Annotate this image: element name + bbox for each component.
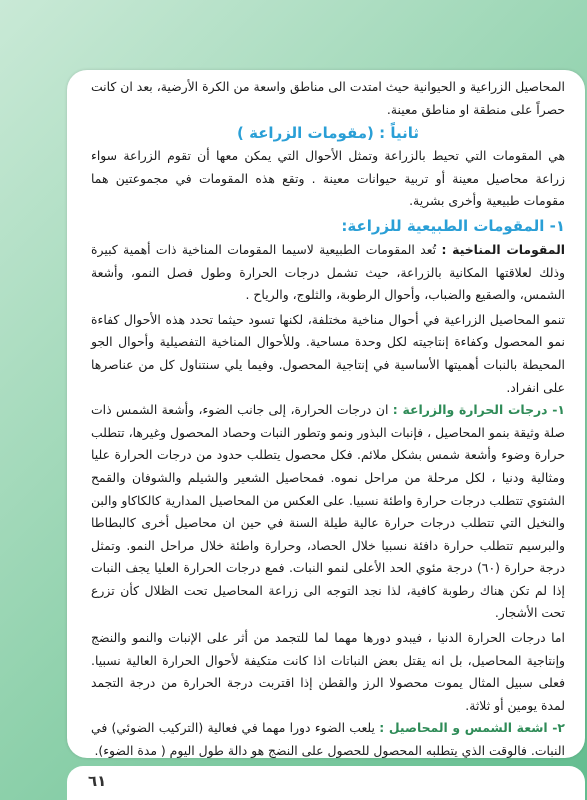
subheading-natural-factors: ١- المقومات الطبيعية للزراعة: <box>341 216 565 235</box>
temperature-text: ان درجات الحرارة، إلى جانب الضوء، وأشعة الشمس ذات صلة وثيقة بنمو المحاصيل ، فإنبات البذور ونمو وتطور النبات وحصاد المحصول وغيرها، تتطلب حرارة وضوء وأشعة شمس بشكل ملائم. فكل محصول يتطلب حدود من درجات الحرارة عليا ومثالية ودنيا ، لكل مرحلة من مراحل نموه. فمحاصيل الشعير والشيلم والشوفان والقمح الشتوي تتطلب درجات حرارة واطئة نسبيا. على العكس من المحاصيل المدارية كالكاكاو والبن والنخيل التي تتطلب درجات حرارة عالية طيلة السنة في حين ان محاصيل أخرى كالبطاطا والبرسيم تتطلب حرارة دافئة نسبيا خلال الحصاد، وحرارة واطئة خلال مراحل النمو. وتمثل درجة حرارة (٦٠) درجة مئوي الحد الأعلى لنمو النبات. فمع درجات الحرارة العليا يجف النبات إذا لم تكن هناك رطوبة كافية، لذا نجد التوجه الى زراعة المحاصيل تحت الظلال كأن تزرع تحت الأشجار. <box>91 402 565 621</box>
sunlight-paragraph <box>91 717 565 758</box>
section-heading-agriculture-factors: ثانياً : (مقومات الزراعة ) <box>237 124 419 143</box>
footer-bar <box>67 766 585 800</box>
sunlight-text: يلعب الضوء دورا مهما في فعالية (التركيب الضوئي) في النبات. فالوقت الذي يتطلبه المحصول للحصول على النضج هو دالة طول اليوم ( مدة الضوء). <box>91 720 565 758</box>
intro-paragraph: المحاصيل الزراعية و الحيوانية حيث امتدت الى مناطق واسعة من الكرة الأرضية، بعد ان كانت حصراً على منطقة او مناطق معينة. <box>91 79 565 117</box>
growth-paragraph: تنمو المحاصيل الزراعية في أحوال مناخية مختلفة، لكنها تسود حيثما تحدد هذه الأحوال كفاءة نمو المحصول وكفاءة إنتاجيته لكل وحدة مساحية. وللأحوال المناخية التفصيلية وأحوال الجو المحيطة بالنبات أهميتها الأساسية في إنتاجية المحصول. وفيما يلي سنتناول كل من عناصرها على انفراد. <box>91 311 565 395</box>
sunlight-lead: ٢- اشعة الشمس و المحاصيل : <box>379 720 565 736</box>
cold-paragraph: اما درجات الحرارة الدنيا ، فيبدو دورها مهما لما للتجمد من أثر على الإنبات والنمو والنضج وإنتاجية المحاصيل، بل انه يقتل بعض النباتات اذا كانت متكيفة لأحوال الحرارة العالية نسبيا. فعلى سبيل المثال يموت محصولا الرز والقطن إذا اقتربت درجة الحرارة من درجة التجمد لمدة يومين أو ثلاثة. <box>91 630 565 713</box>
temperature-paragraph <box>91 399 565 625</box>
temperature-lead: ١- درجات الحرارة والزراعة : <box>392 402 565 418</box>
section2-paragraph: هي المقومات التي تحيط بالزراعة وتمثل الأحوال التي يمكن معها أن تقوم الزراعة سواء زراعة محاصيل معينة أو تربية حيوانات معينة . وتقع هذه المقومات في مجموعتين هما مقومات طبيعية وأخرى بشرية. <box>91 148 565 209</box>
page-number: ٦١ <box>88 772 107 790</box>
climatic-lead: المقومات المناخية : <box>441 241 565 257</box>
climatic-text: تُعد المقومات الطبيعية لاسيما المقومات المناخية ذات أهمية كبيرة وذلك لعلاقتها المكانية بالزراعة، حيث تشمل درجات الحرارة وطول فصل النمو، وأشعة الشمس، والصقيع والضباب، وأحوال الرطوبة، والثلوج، والرياح . <box>91 241 565 303</box>
page-content <box>67 70 585 758</box>
climatic-paragraph <box>91 239 565 307</box>
